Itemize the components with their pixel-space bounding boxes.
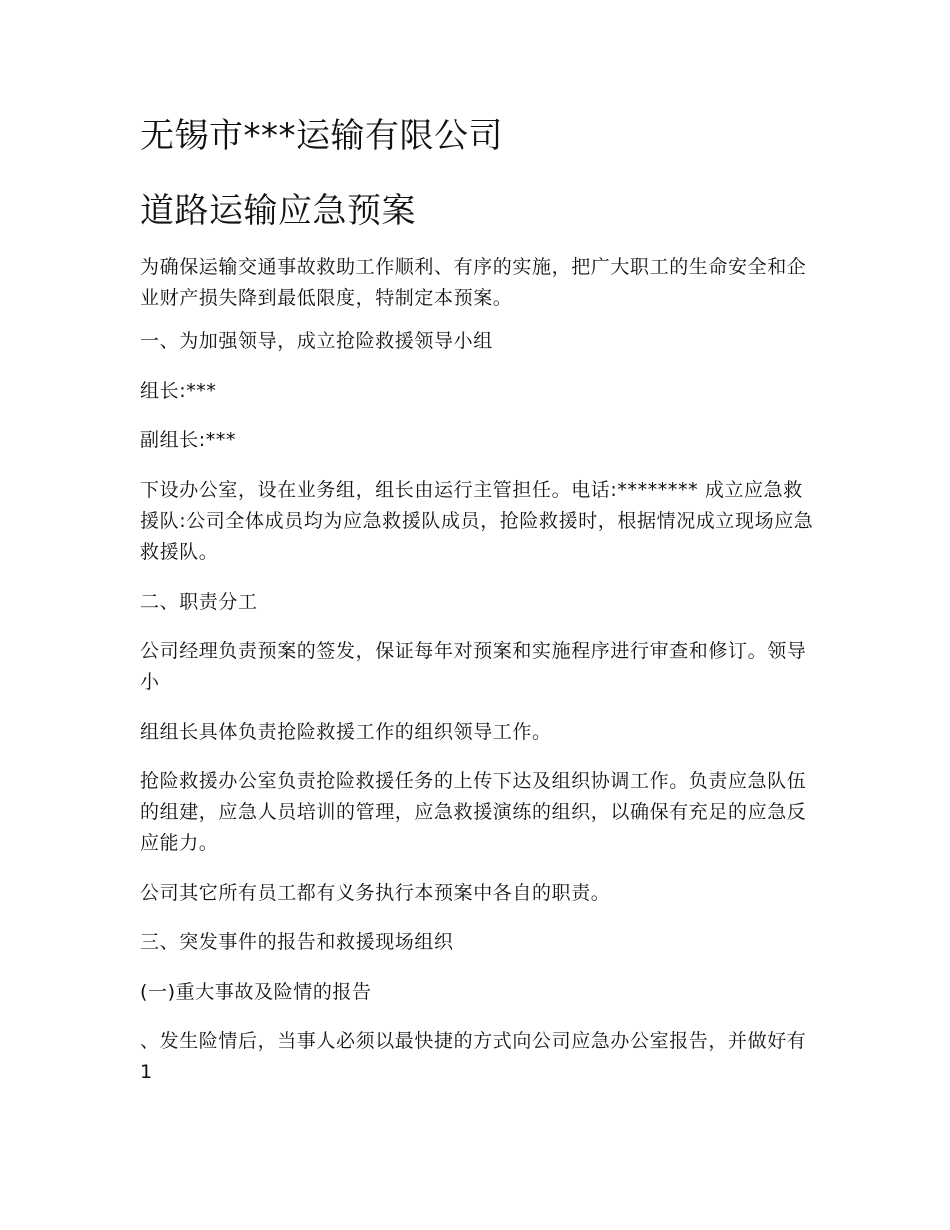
manager-duty-paragraph: 公司经理负责预案的签发，保证每年对预案和实施程序进行审查和修订。领导小 — [140, 640, 807, 693]
office-duty-paragraph: 抢险救援办公室负责抢险救援任务的上传下达及组织协调工作。负责应急队伍的组建，应急人员培训的管理，应急救援演练的组织，以确保有充足的应急反应能力。 — [140, 770, 807, 854]
section-heading-duties: 二、职责分工 — [140, 591, 258, 613]
intro-paragraph: 为确保运输交通事故救助工作顺利、有序的实施，把广大职工的生命安全和企业财产损失降到最低限度，特制定本预案。 — [140, 256, 807, 309]
report-procedure-paragraph: 、发生险情后，当事人必须以最快捷的方式向公司应急办公室报告，并做好有 1 — [140, 1030, 807, 1083]
team-leader-line: 组长:*** — [140, 380, 217, 402]
subsection-heading-major-accident: (一)重大事故及险情的报告 — [140, 981, 372, 1003]
document-title-plan: 道路运输应急预案 — [140, 191, 416, 231]
document-title-company: 无锡市***运输有限公司 — [140, 116, 503, 156]
section-heading-leadership: 一、为加强领导，成立抢险救援领导小组 — [140, 330, 493, 352]
office-setup-paragraph: 下设办公室，设在业务组，组长由运行主管担任。电话:******** 成立应急救援队:公司全体成员均为应急救援队成员，抢险救援时，根据情况成立现场应急救援队。 — [140, 479, 814, 563]
staff-duty-paragraph: 公司其它所有员工都有义务执行本预案中各自的职责。 — [140, 882, 611, 904]
deputy-leader-line: 副组长:*** — [140, 429, 237, 451]
section-heading-reporting: 三、突发事件的报告和救援现场组织 — [140, 931, 454, 953]
leader-duty-paragraph: 组组长具体负责抢险救援工作的组织领导工作。 — [140, 721, 552, 743]
